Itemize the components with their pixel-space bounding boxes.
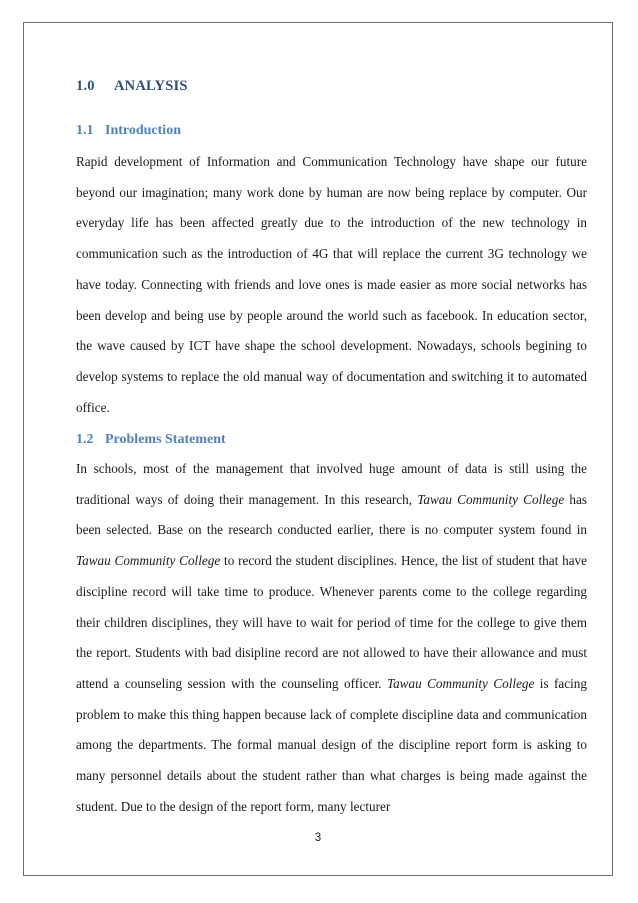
problems-text-part-1: In schools, most of the management that involved huge amount of data is still using the traditional ways of doing their management. In this research, [76,461,587,507]
problems-number: 1.2 [76,432,94,447]
introduction-number: 1.1 [76,123,94,138]
section-heading [76,78,188,95]
section-number: 1.0 [76,78,95,94]
document-page [23,22,613,876]
problems-text-part-4: is facing problem to make this thing happen because lack of complete discipline data and communication among the departments. The formal manual design of the discipline report form is asking to many personnel details about the student rather than what charges is being made against the student. Due to the design of the report form, many lecturer [76,675,587,814]
problems-text [76,454,587,822]
problems-title: Problems Statement [105,432,226,447]
problems-heading [76,432,226,448]
college-name: Tawau Community College [76,553,221,569]
problems-paragraph [76,454,587,822]
college-name: Tawau Community College [417,491,565,507]
introduction-title: Introduction [105,123,181,138]
problems-text-part-3: to record the student disciplines. Hence, the list of student that have discipline record will take time to produce. Whenever parents come to the college regarding their children disciplines, they will have to wait for period of time for the college to give them the report. Students with bad disipline record are not allowed to have their allowance and must attend a counseling session with the counseling officer. [76,553,587,691]
page-number: 3 [314,832,322,844]
introduction-text: Rapid development of Information and Communication Technology have shape our future beyond our imagination; many work done by human are now being replace by computer. Our everyday life has been affected greatly due to the introduction of the new technology in communication such as the introduction of 4G that will replace the current 3G technology we have today. Connecting with friends and love ones is made easier as more social networks has been develop and being use by people around the world such as facebook. In education sector, the wave caused by ICT have shape the school development. Nowadays, schools begining to develop systems to replace the old manual way of documentation and switching it to automated office. [76,154,587,415]
problems-text-part-2: has been selected. Base on the research conducted earlier, there is no computer system found in [76,491,587,538]
section-title: ANALYSIS [114,78,188,94]
college-name: Tawau Community College [386,675,535,691]
introduction-heading [76,123,181,139]
introduction-paragraph [76,147,587,423]
